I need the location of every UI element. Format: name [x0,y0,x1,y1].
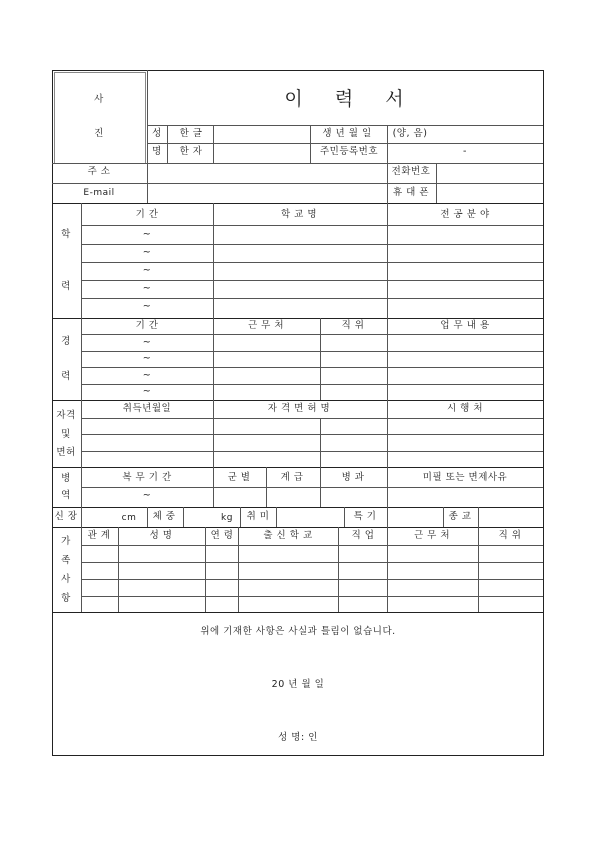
birth-label: 생 년 월 일 [322,128,372,139]
grid-line [320,318,321,400]
license-side-2: 및 [61,429,71,440]
family-side-4: 항 [61,593,71,604]
grid-line [443,507,444,527]
mobile-label: 휴 대 폰 [392,187,430,198]
grid-line [338,527,339,612]
family-side-1: 가 [61,536,71,547]
military-header-period: 복 무 기 간 [122,472,172,483]
family-header-relation: 관 계 [87,530,111,541]
license-header-issuer: 시 행 처 [446,403,484,414]
military-header-exemption: 미필 또는 면제사유 [422,472,508,483]
grid-line [387,163,388,203]
grid-line [52,467,543,468]
declaration-text: 위에 기재한 사항은 사실과 틀림이 없습니다. [200,626,396,637]
grid-line [81,280,543,281]
grid-line [81,262,543,263]
license-header-name: 자 격 면 허 명 [267,403,331,414]
grid-line [81,334,543,335]
grid-line [52,527,543,528]
religion-label: 종 교 [448,511,472,522]
grid-line [118,527,119,612]
grid-line [52,163,543,164]
signature-line: 성 명: 인 [278,732,318,743]
edu-tilde: ~ [142,265,152,276]
photo-box[interactable] [54,72,146,164]
edu-side-bottom: 력 [61,281,71,292]
name-label-myeong: 명 [152,146,162,157]
license-side-3: 면허 [56,447,76,458]
grid-line [205,527,206,612]
edu-header-major: 전 공 분 야 [440,209,490,220]
grid-line [387,318,388,400]
page-title: 이 력 서 [284,88,406,110]
hobby-label: 취 미 [246,511,270,522]
grid-line [310,125,311,163]
edu-tilde: ~ [142,283,152,294]
career-side-top: 경 [61,336,71,347]
grid-line [183,507,184,527]
career-tilde: ~ [142,370,152,381]
license-header-date: 취득년월일 [122,403,172,414]
grid-line [52,612,543,613]
grid-line [81,596,543,597]
grid-line [81,434,543,435]
phone-label: 전화번호 [391,166,431,177]
grid-line [52,203,543,204]
grid-line [81,487,543,488]
name-hanja-label: 한 자 [179,146,203,157]
name-hangul-label: 한 글 [179,128,203,139]
career-tilde: ~ [142,386,152,397]
career-header-workplace: 근 무 처 [247,320,285,331]
edu-tilde: ~ [142,301,152,312]
grid-line [81,579,543,580]
career-header-period: 기 간 [135,320,159,331]
military-tilde: ~ [142,490,152,501]
grid-line [478,507,479,527]
grid-line [81,545,543,546]
grid-line [81,367,543,368]
grid-line [387,203,388,318]
date-line: 20 년 월 일 [271,679,325,690]
career-tilde: ~ [142,337,152,348]
skill-label: 특 기 [353,511,377,522]
career-tilde: ~ [142,353,152,364]
family-header-school: 출 신 학 교 [263,530,313,541]
grid-line [387,507,388,527]
birth-hint: (양, 음) [392,128,428,139]
photo-label-bottom: 진 [94,128,104,139]
grid-line [478,527,479,612]
name-label-seong: 성 [152,128,162,139]
grid-line [52,183,543,184]
grid-line [81,527,82,612]
grid-line [52,400,543,401]
edu-tilde: ~ [142,247,152,258]
height-unit: cm [121,513,137,523]
edu-tilde: ~ [142,229,152,240]
edu-side-top: 학 [61,229,71,240]
grid-line [81,384,543,385]
military-header-branch: 군 별 [227,472,251,483]
grid-line [276,507,277,527]
edu-header-period: 기 간 [135,209,159,220]
grid-line [213,318,214,400]
family-side-2: 족 [61,555,71,566]
edu-header-school: 학 교 명 [280,209,318,220]
military-side-top: 병 [61,473,71,484]
grid-line [52,507,543,508]
grid-line [81,451,543,452]
military-header-specialty: 병 과 [341,472,365,483]
family-header-position: 직 위 [498,530,522,541]
military-header-rank: 계 급 [280,472,304,483]
grid-line [213,125,214,163]
grid-line [213,203,214,318]
email-label: E-mail [83,188,115,198]
grid-line [81,203,82,318]
address-label: 주 소 [87,166,111,177]
career-side-bottom: 력 [61,371,71,382]
license-side-1: 자격 [56,410,76,421]
career-header-duties: 업 무 내 용 [440,320,490,331]
grid-line [344,507,345,527]
grid-line [387,527,388,612]
grid-line [81,418,543,419]
family-header-job: 직 업 [351,530,375,541]
grid-line [387,125,388,163]
grid-line [81,225,543,226]
grid-line [81,244,543,245]
grid-line [147,70,148,163]
grid-line [147,125,543,126]
grid-line [81,298,543,299]
id-number-label: 주민등록번호 [319,146,379,157]
photo-label-top: 사 [94,94,104,105]
id-number-dash: - [463,146,467,157]
grid-line [81,562,543,563]
grid-line [240,507,241,527]
grid-line [81,507,82,527]
family-header-age: 연 령 [210,530,234,541]
grid-line [147,507,148,527]
grid-line [81,351,543,352]
career-header-position: 직 위 [341,320,365,331]
grid-line [320,418,321,467]
family-header-name: 성 명 [149,530,173,541]
grid-line [167,125,168,163]
grid-line [436,163,437,203]
weight-unit: kg [221,513,233,523]
family-header-workplace: 근 무 처 [413,530,451,541]
military-side-bottom: 역 [61,490,71,501]
height-label: 신 장 [54,511,78,522]
grid-line [81,318,82,400]
grid-line [147,163,148,203]
grid-line [238,527,239,612]
family-side-3: 사 [61,574,71,585]
weight-label: 체 중 [152,511,176,522]
grid-line [147,143,543,144]
